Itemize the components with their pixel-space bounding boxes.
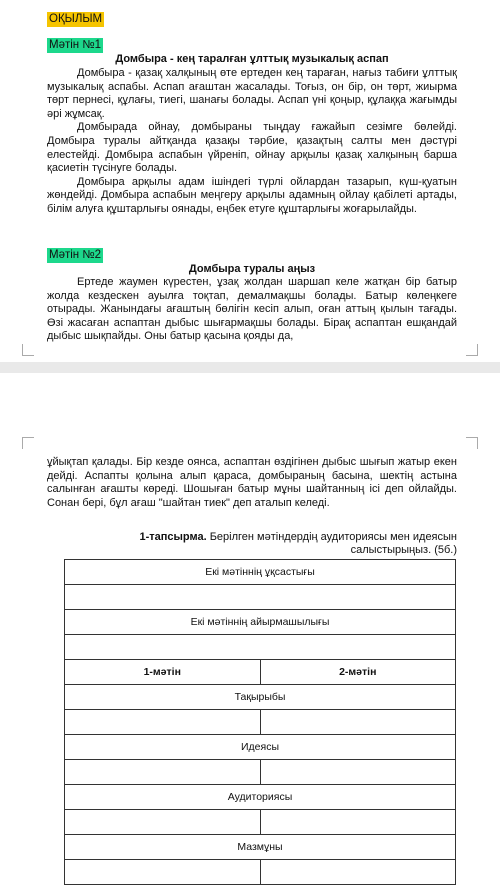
task-1	[47, 531, 457, 557]
crop-mark	[466, 437, 478, 449]
answer-cell[interactable]	[260, 710, 456, 735]
row-label-idea: Идеясы	[65, 735, 456, 760]
answer-cell[interactable]	[260, 860, 456, 885]
task-text-line2: салыстырыңыз. (5б.)	[350, 544, 457, 556]
answer-cell[interactable]	[65, 760, 261, 785]
comparison-table	[64, 559, 456, 885]
text1-label: Мәтін №1	[49, 39, 102, 51]
similarity-answer-cell[interactable]	[65, 585, 456, 610]
text2-title: Домбыра туралы аңыз	[188, 263, 316, 275]
section-title: ОҚЫЛЫМ	[49, 13, 103, 25]
answer-cell[interactable]	[260, 810, 456, 835]
page-1	[0, 0, 500, 362]
text2-body-part1	[47, 276, 457, 344]
answer-cell[interactable]	[65, 860, 261, 885]
answer-cell[interactable]	[65, 710, 261, 735]
answer-cell[interactable]	[260, 760, 456, 785]
text1-body	[47, 67, 457, 217]
page-2	[0, 373, 500, 892]
text1-paragraph: Домбырада ойнау, домбыраны тыңдау ғажайып сезімге бөлейді. Домбыра туралы айтқанда қазақы тәрбие, қазақтың салты мен дәстүрі елестейді. Домбыра аспабын үйреніп, ойнау арқылы қазақ халқының барша қасиетін түсінуге болады.	[47, 121, 457, 175]
task-number: 1-тапсырма.	[139, 531, 207, 543]
crop-mark	[22, 344, 34, 356]
row-label-content: Мазмұны	[65, 835, 456, 860]
text1-title: Домбыра - кең таралған ұлттық музыкалық аспап	[115, 53, 389, 65]
row-label-topic: Тақырыбы	[65, 685, 456, 710]
text2-paragraph: Ертеде жаумен күрестен, ұзақ жолдан шаршап келе жатқан бір батыр жолда кездескен ауылға тоқтап, демалмақшы болады. Батыр көлеңкеге отырады. Жанындағы ағаштың бөлігін кесіп алып, оған аттың қылын тағады. Өзі жасаған аспаптан дыбыс шығармақшы болады. Бірақ аспаптан ешқандай дыбыс шықпайды. Оны батыр қасына қояды да,	[47, 276, 457, 343]
text1-paragraph: Домбыра - қазақ халқының өте ертеден кең тараған, нағыз табиғи ұлттық музыкалық аспабы. Аспап ағаштан жасалады. Тоғыз, он бір, он төрт, жиырма төрт пернесі, құлағы, тиегі, шанағы болады. Аспап үні қоңыр, құлаққа жағымды әрі жұмсақ.	[47, 67, 457, 120]
row-label-audience: Аудиториясы	[65, 785, 456, 810]
text1-paragraph: Домбыра арқылы адам ішіндегі түрлі ойлардан тазарып, күш-қуатын жөндейді. Домбыра аспабын меңгеру арқылы адамның ойлау қабілеті артады, білім алуға құштарлығы оянады, еңбек етуге құштарлығы жоғарылайды.	[47, 175, 457, 215]
task-text: Берілген мәтіндердің аудиториясы мен идеясын	[206, 531, 457, 543]
crop-mark	[466, 344, 478, 356]
column-header-text2: 2-мәтін	[260, 660, 456, 685]
text2-label: Мәтін №2	[49, 249, 102, 261]
difference-header: Екі мәтіннің айырмашылығы	[65, 610, 456, 635]
similarity-header: Екі мәтіннің ұқсастығы	[65, 560, 456, 585]
difference-answer-cell[interactable]	[65, 635, 456, 660]
crop-mark	[22, 437, 34, 449]
text2-body-part2: ұйықтап қалады. Бір кезде оянса, аспаптан өздігінен дыбыс шығып жатыр екен дейді. Аспапты қолына алып қараса, домбыраның басына, шектің астына салынған ағашты көреді. Шошыған батыр мұны шайтанның ісі деп ойлайды. Сонан бері, бұл ағаш "шайтан тиек" деп аталып келеді.	[47, 456, 457, 509]
answer-cell[interactable]	[65, 810, 261, 835]
column-header-text1: 1-мәтін	[65, 660, 261, 685]
